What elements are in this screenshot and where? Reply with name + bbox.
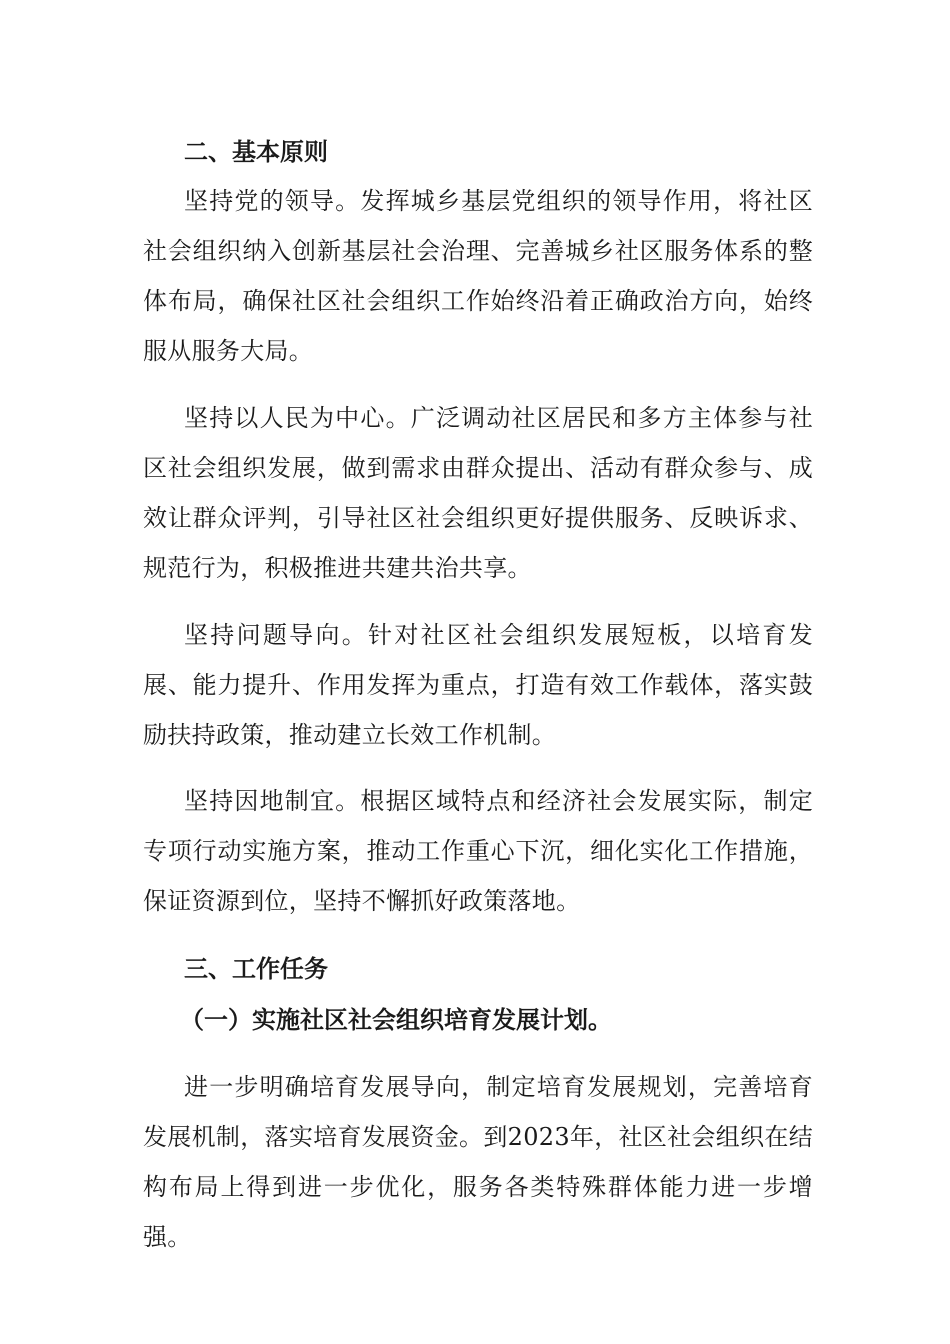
- paragraph-cultivation-plan: 进一步明确培育发展导向，制定培育发展规划，完善培育发展机制，落实培育发展资金。到2023年，社区社会组织在结构布局上得到进一步优化，服务各类特殊群体能力进一步增强。: [143, 1073, 813, 1251]
- paragraph-people-centered: 坚持以人民为中心。广泛调动社区居民和多方主体参与社区社会组织发展，做到需求由群众提出、活动有群众参与、成效让群众评判，引导社区社会组织更好提供服务、反映诉求、规范行为，积极推进共建共治共享。: [143, 404, 813, 582]
- subsection-heading-cultivation-plan: （一）实施社区社会组织培育发展计划。: [180, 1005, 612, 1034]
- paragraph-problem-oriented: 坚持问题导向。针对社区社会组织发展短板，以培育发展、能力提升、作用发挥为重点，打造有效工作载体，落实鼓励扶持政策，推动建立长效工作机制。: [143, 621, 813, 749]
- paragraph-local-conditions: 坚持因地制宜。根据区域特点和经济社会发展实际，制定专项行动实施方案，推动工作重心下沉，细化实化工作措施，保证资源到位，坚持不懈抓好政策落地。: [143, 787, 813, 915]
- section-heading-work-tasks: 三、工作任务: [184, 954, 328, 983]
- paragraph-party-leadership: 坚持党的领导。发挥城乡基层党组织的领导作用，将社区社会组织纳入创新基层社会治理、完善城乡社区服务体系的整体布局，确保社区社会组织工作始终沿着正确政治方向，始终服从服务大局。: [143, 187, 813, 365]
- section-heading-basic-principles: 二、基本原则: [184, 137, 328, 166]
